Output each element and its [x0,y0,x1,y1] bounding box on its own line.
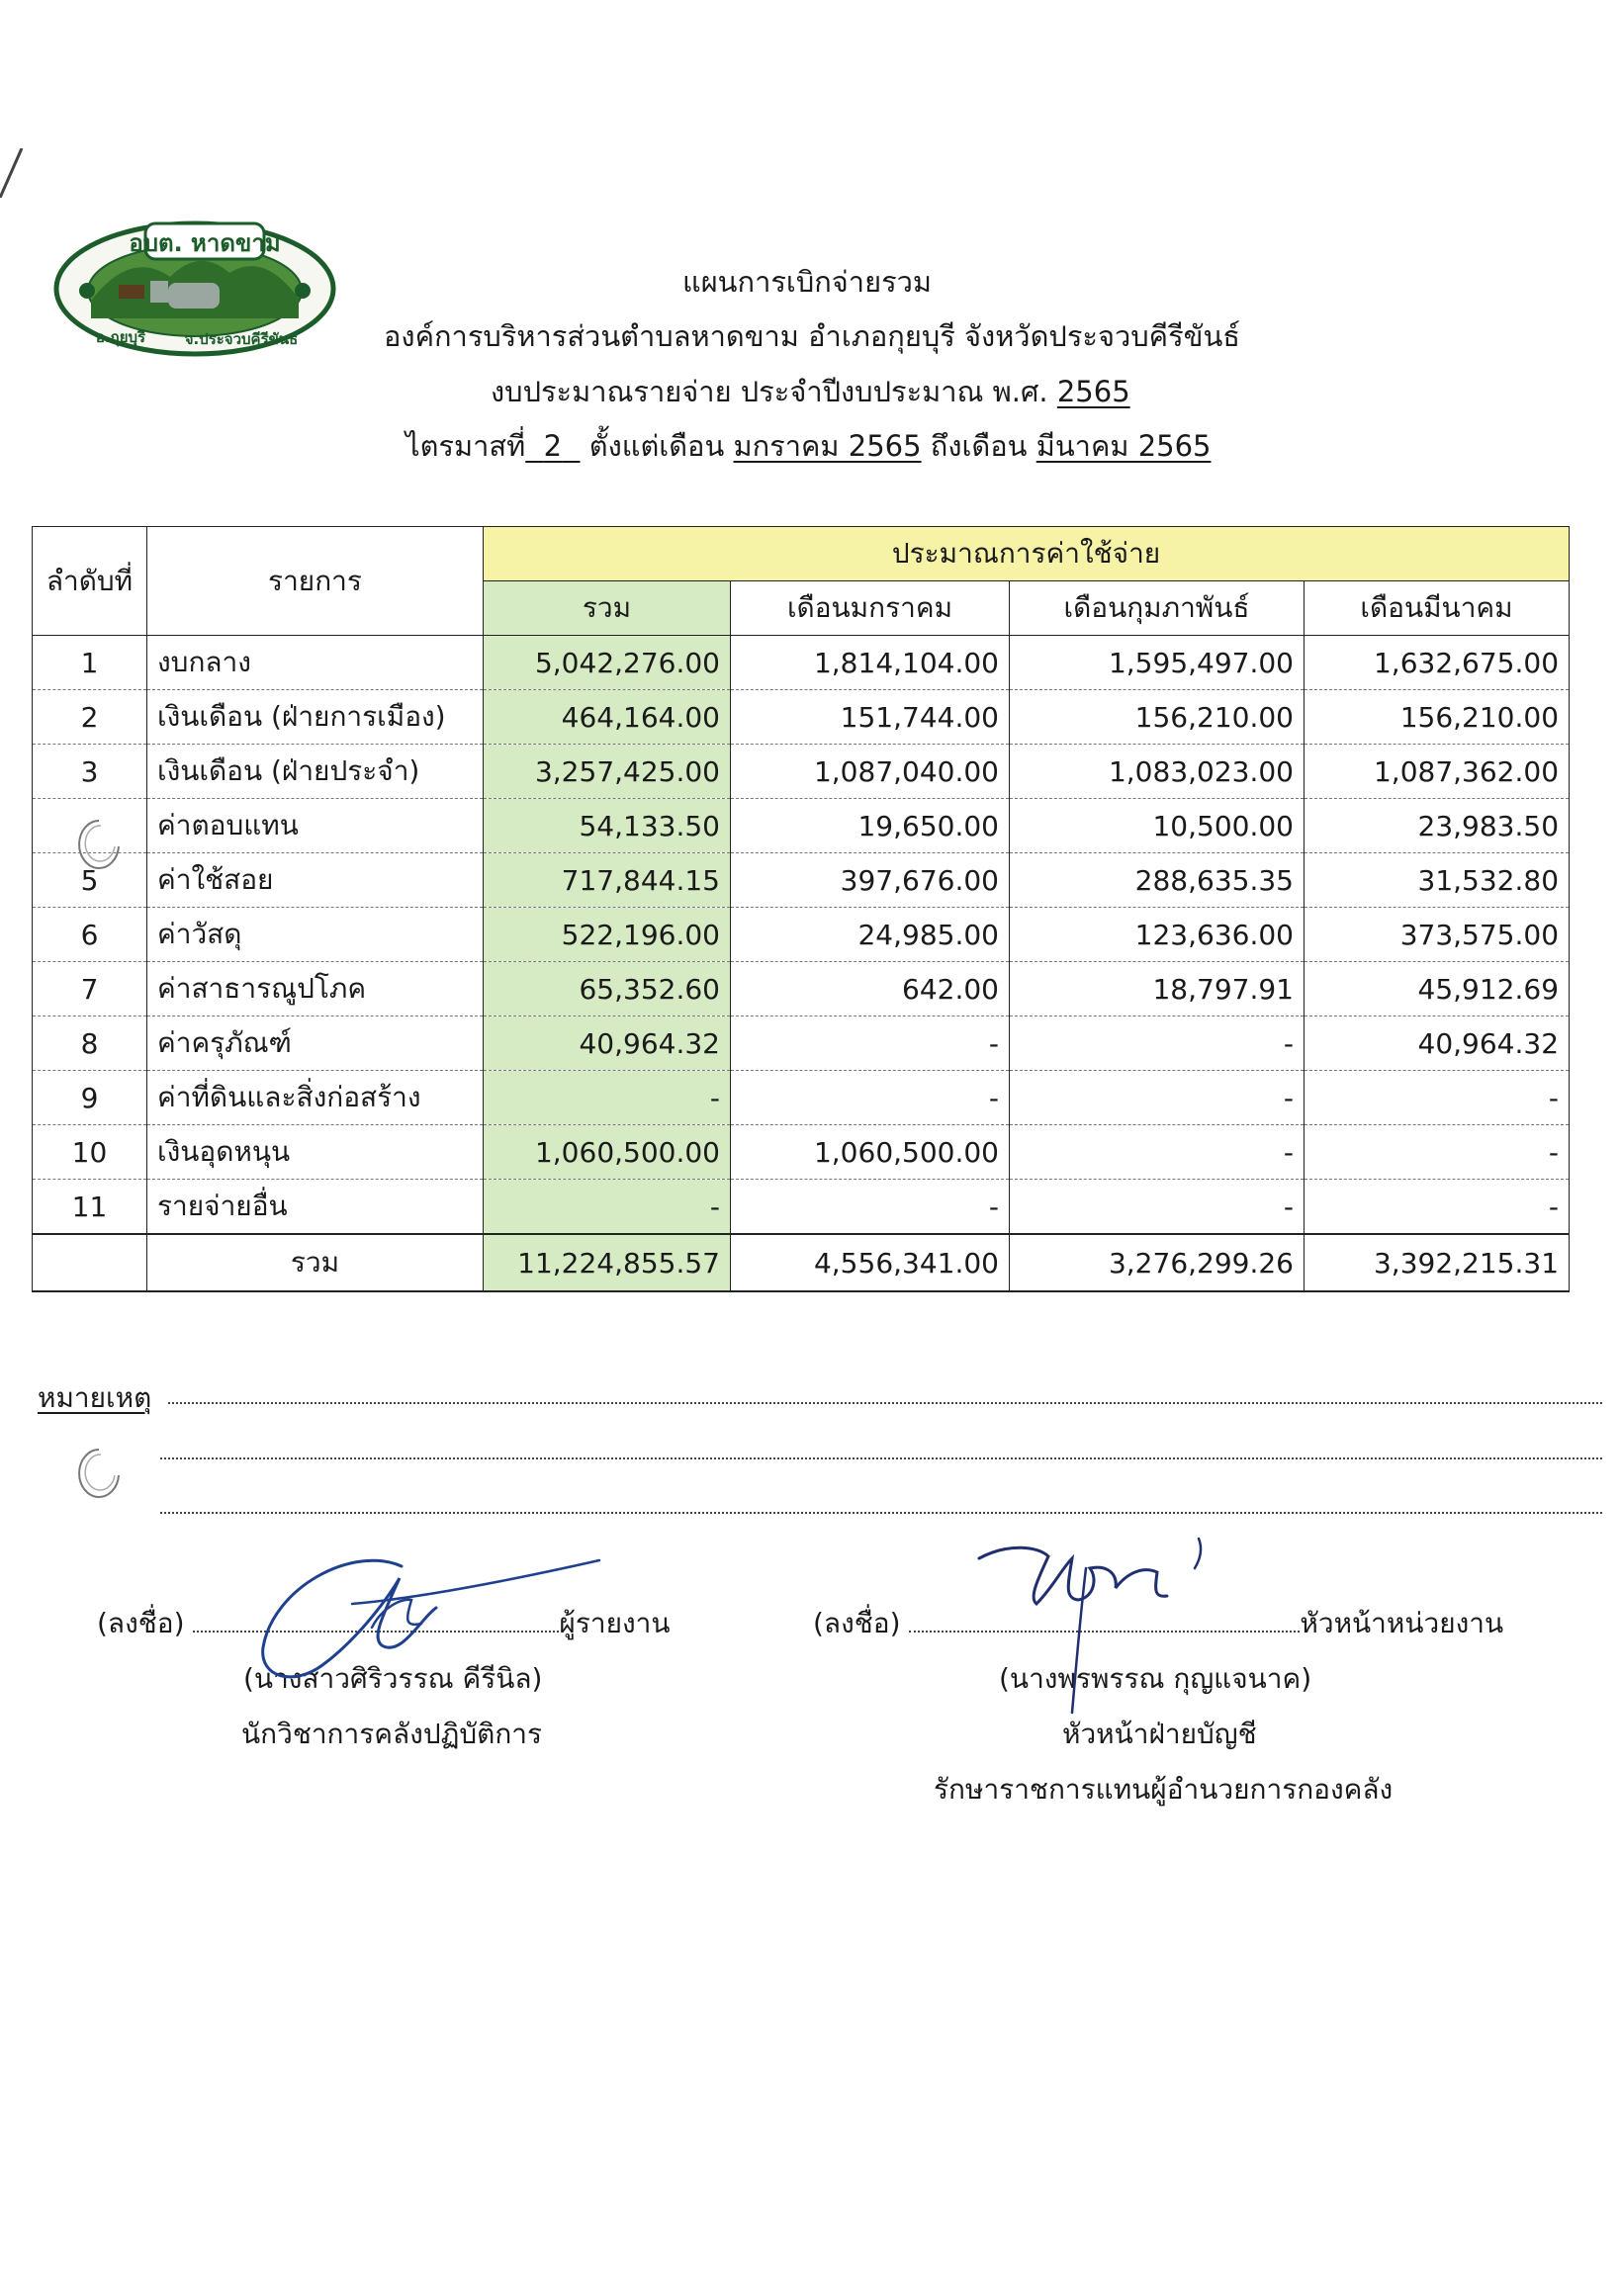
footer-january: 4,556,341.00 [731,1234,1010,1291]
row-february: - [1010,1016,1305,1071]
row-number: 2 [33,690,147,745]
row-item-label: ค่าสาธารณูปโภค [147,962,484,1016]
row-item-label: ค่าตอบแทน [147,799,484,853]
row-item-label: เงินเดือน (ฝ่ายการเมือง) [147,690,484,745]
row-february: - [1010,1125,1305,1180]
row-january: 24,985.00 [731,908,1010,962]
from-label: ตั้งแต่เดือน [588,429,725,463]
footer-no-cell [33,1234,147,1291]
row-march: 1,087,362.00 [1305,745,1570,799]
left-role: ผู้รายงาน [559,1607,671,1639]
table-footer-row [33,1234,1570,1291]
row-march: 31,532.80 [1305,853,1570,908]
footer-label: รวม [147,1234,484,1291]
row-total: - [484,1071,731,1125]
budget-table [32,526,1570,1292]
row-number: 8 [33,1016,147,1071]
row-february: 10,500.00 [1010,799,1305,853]
col-header-january: เดือนมกราคม [731,581,1010,636]
col-header-march: เดือนมีนาคม [1305,581,1570,636]
row-february: 1,595,497.00 [1010,636,1305,690]
table-row [33,690,1570,745]
row-february: 288,635.35 [1010,853,1305,908]
from-month: มกราคม 2565 [733,429,922,463]
left-handwritten-signature [233,1539,609,1707]
row-february: - [1010,1071,1305,1125]
col-header-february: เดือนกุมภาพันธ์ [1010,581,1305,636]
row-march: - [1305,1071,1570,1125]
row-january: 397,676.00 [731,853,1010,908]
budget-year: 2565 [1056,375,1130,408]
row-total: 54,133.50 [484,799,731,853]
quarter-number: 2 [543,429,563,463]
row-january: - [731,1180,1010,1235]
to-month: มีนาคม 2565 [1035,429,1212,463]
corner-fold-mark [0,148,26,198]
notes-label: หมายเหตุ [38,1381,152,1414]
row-february: 156,210.00 [1010,690,1305,745]
row-item-label: เงินเดือน (ฝ่ายประจำ) [147,745,484,799]
row-march: 45,912.69 [1305,962,1570,1016]
row-number: 9 [33,1071,147,1125]
table-row [33,745,1570,799]
table-row [33,1071,1570,1125]
row-item-label: ค่าครุภัณฑ์ [147,1016,484,1071]
table-row [33,962,1570,1016]
left-signer-position: นักวิชาการคลังปฏิบัติการ [241,1718,543,1750]
row-item-label: ค่าวัสดุ [147,908,484,962]
row-item-label: เงินอุดหนุน [147,1125,484,1180]
row-january: 1,060,500.00 [731,1125,1010,1180]
row-january: 1,087,040.00 [731,745,1010,799]
row-number: 7 [33,962,147,1016]
logo-text-left: อ.กุยบุรี [95,328,146,346]
row-february: - [1010,1180,1305,1235]
row-january: - [731,1071,1010,1125]
table-row [33,1180,1570,1235]
right-sign-prefix: (ลงชื่อ) [813,1607,901,1639]
row-total: 65,352.60 [484,962,731,1016]
right-signer-position-2: รักษาราชการแทนผู้อำนวยการกองคลัง [934,1773,1394,1806]
period-line [405,423,1212,469]
table-row [33,1125,1570,1180]
row-february: 1,083,023.00 [1010,745,1305,799]
table-row [33,636,1570,690]
row-march: 23,983.50 [1305,799,1570,853]
row-total: 522,196.00 [484,908,731,962]
row-january: 1,814,104.00 [731,636,1010,690]
row-item-label: ค่าที่ดินและสิ่งก่อสร้าง [147,1071,484,1125]
row-february: 123,636.00 [1010,908,1305,962]
row-february: 18,797.91 [1010,962,1305,1016]
notes-line [160,1512,1602,1514]
to-label: ถึงเดือน [930,429,1028,463]
row-march: 1,632,675.00 [1305,636,1570,690]
row-total: - [484,1180,731,1235]
row-number: 11 [33,1180,147,1235]
right-role: หัวหน้าหน่วยงาน [1300,1607,1504,1639]
logo-text-right: จ.ประจวบคีรีขันธ์ [184,330,299,348]
footer-march: 3,392,215.31 [1305,1234,1570,1291]
row-number: 1 [33,636,147,690]
row-total: 464,164.00 [484,690,731,745]
notes-line [168,1402,1602,1404]
row-number: 3 [33,745,147,799]
budget-prefix: งบประมาณรายจ่าย ประจำปีงบประมาณ พ.ศ. [491,375,1048,408]
right-handwritten-signature [969,1529,1226,1717]
notes-line [160,1457,1602,1459]
punch-hole-mark [75,817,123,874]
budget-line [491,369,1130,414]
row-number: 6 [33,908,147,962]
row-january: - [731,1016,1010,1071]
row-total: 717,844.15 [484,853,731,908]
row-march: 156,210.00 [1305,690,1570,745]
row-january: 19,650.00 [731,799,1010,853]
row-total: 40,964.32 [484,1016,731,1071]
footer-total: 11,224,855.57 [484,1234,731,1291]
right-signer-position: หัวหน้าฝ่ายบัญชี [1062,1718,1257,1750]
left-sign-prefix: (ลงชื่อ) [97,1607,185,1639]
row-march: - [1305,1180,1570,1235]
right-signer-name: (นางพรพรรณ กุญแจนาค) [999,1662,1312,1695]
row-january: 151,744.00 [731,690,1010,745]
row-january: 642.00 [731,962,1010,1016]
table-row [33,799,1570,853]
row-number: 10 [33,1125,147,1180]
organization-name: องค์การบริหารส่วนตำบลหาดขาม อำเภอกุยบุรี จังหวัดประจวบคีรีขันธ์ [384,319,1240,353]
punch-hole-mark [75,1446,123,1503]
row-item-label: ค่าใช้สอย [147,853,484,908]
table-row [33,853,1570,908]
row-march: 373,575.00 [1305,908,1570,962]
table-row [33,1016,1570,1071]
col-header-item: รายการ [147,527,484,636]
col-header-no: ลำดับที่ [33,527,147,636]
row-number: 5 [33,853,147,908]
row-item-label: รายจ่ายอื่น [147,1180,484,1235]
document-title: แผนการเบิกจ่ายรวม [682,265,933,299]
group-header-expense-estimate: ประมาณการค่าใช้จ่าย [484,527,1570,581]
table-body [33,636,1570,1235]
table-row [33,908,1570,962]
organization-logo [51,220,338,358]
col-header-total: รวม [484,581,731,636]
footer-february: 3,276,299.26 [1010,1234,1305,1291]
logo-text-top: อบต. หาดขาม [129,229,281,257]
row-total: 1,060,500.00 [484,1125,731,1180]
left-signer-name: (นางสาวศิริวรรณ คีรีนิล) [243,1662,543,1695]
row-total: 5,042,276.00 [484,636,731,690]
row-item-label: งบกลาง [147,636,484,690]
row-total: 3,257,425.00 [484,745,731,799]
row-march: 40,964.32 [1305,1016,1570,1071]
quarter-prefix: ไตรมาสที่ [405,429,526,463]
row-march: - [1305,1125,1570,1180]
